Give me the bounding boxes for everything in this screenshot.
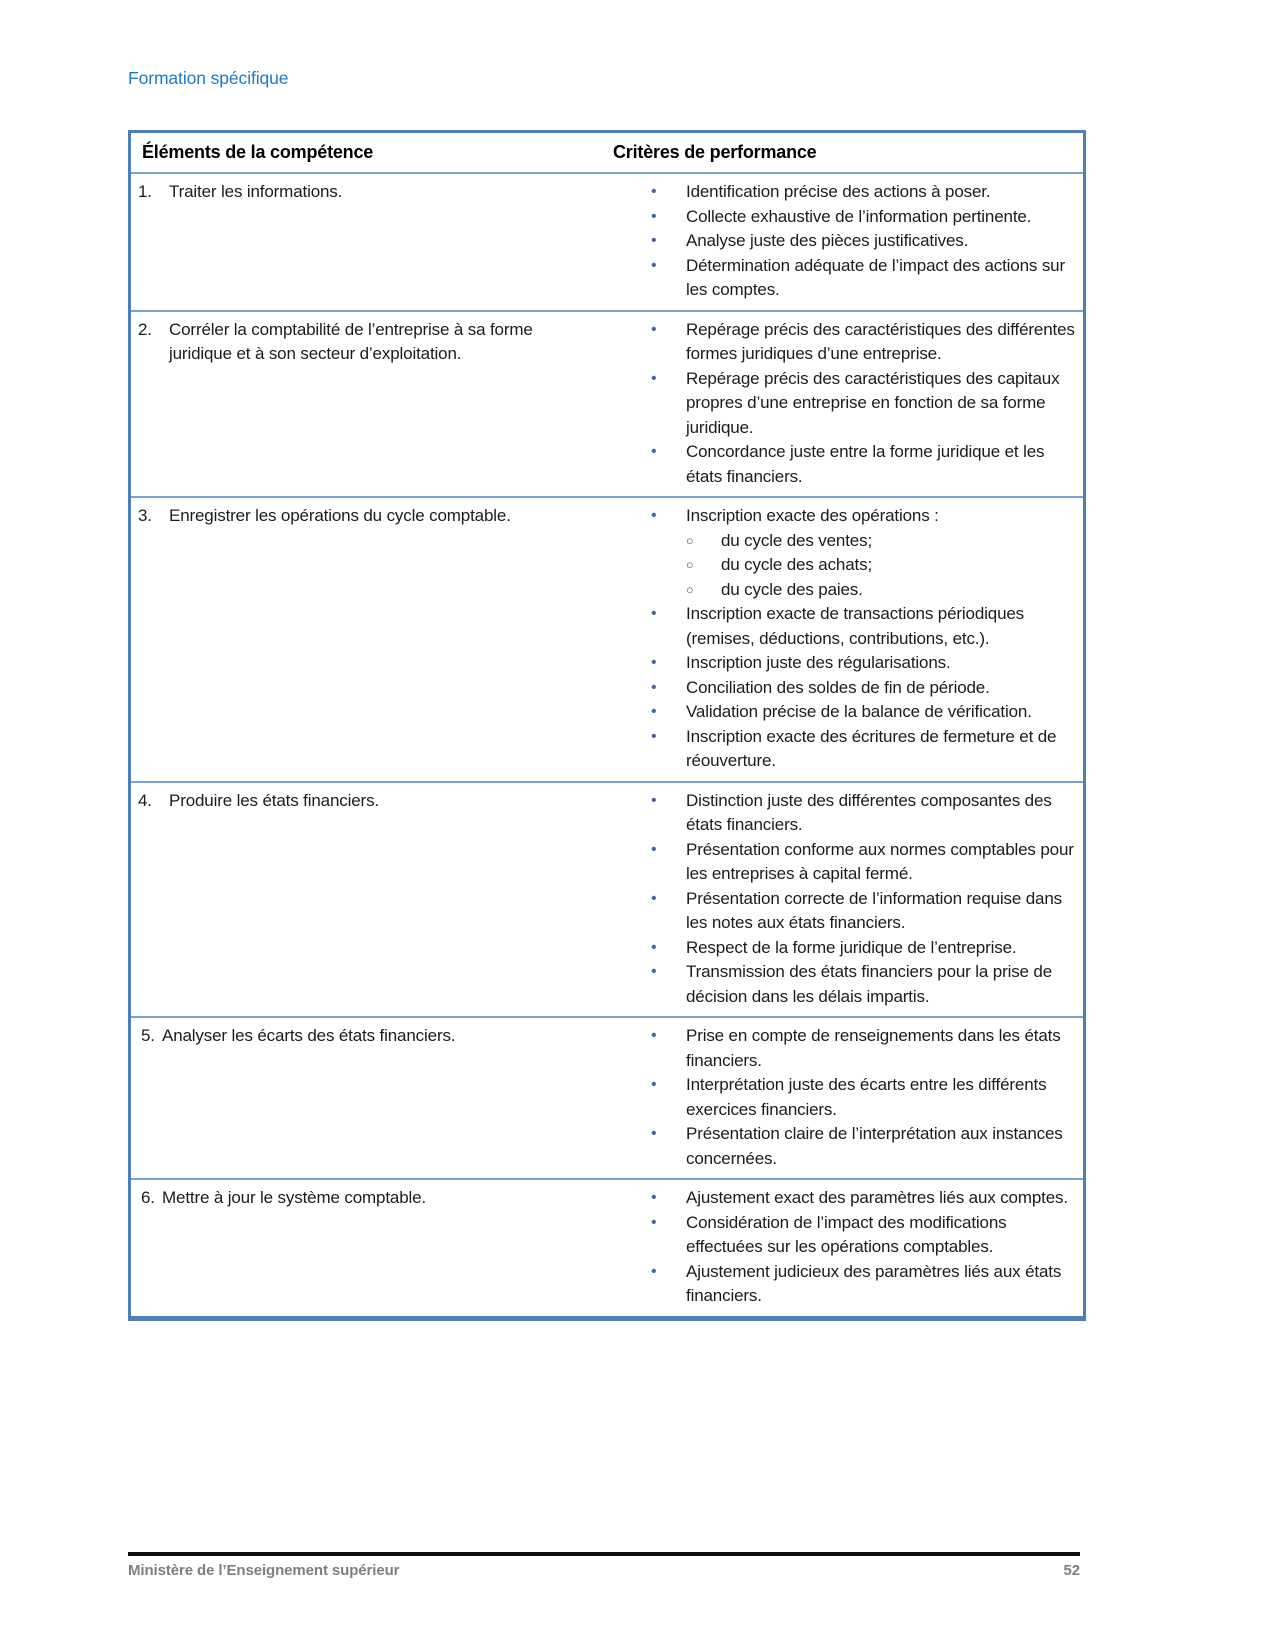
- bullet-icon: •: [651, 605, 657, 622]
- bullet-icon: •: [651, 791, 657, 809]
- element-text: Corréler la comptabilité de l’entreprise à sa forme juridique et à son secteur d’exploitation.: [169, 319, 533, 363]
- running-header: Formation spécifique: [128, 68, 289, 88]
- column-header-elements: Éléments de la compétence: [142, 142, 374, 162]
- criterion-item: [603, 602, 1081, 651]
- table-row: [131, 310, 1083, 497]
- element-number: 5.: [141, 1026, 155, 1045]
- criterion-item: [603, 838, 1081, 887]
- criterion-text: Conciliation des soldes de fin de période.: [686, 677, 990, 697]
- competence-table: [128, 130, 1086, 1321]
- criteria-cell: [603, 1018, 1083, 1178]
- criterion-item: [603, 229, 1081, 254]
- element-text: Mettre à jour le système comptable.: [162, 1188, 427, 1207]
- criteria-cell: [603, 1180, 1083, 1316]
- criterion-item: [603, 789, 1081, 838]
- criterion-text: Présentation conforme aux normes comptables pour les entreprises à capital fermé.: [686, 839, 1074, 883]
- footer-page-number: 52: [1063, 1562, 1080, 1579]
- table-row: [131, 496, 1083, 781]
- element-number: 6.: [141, 1188, 155, 1207]
- element-text: Enregistrer les opérations du cycle comptable.: [169, 506, 511, 525]
- page-footer: [128, 1562, 1080, 1579]
- element-cell: [131, 1180, 603, 1316]
- element-number: 1.: [138, 182, 152, 201]
- criterion-item: [603, 440, 1081, 489]
- table-row: [131, 1016, 1083, 1178]
- criterion-text: Interprétation juste des écarts entre les différents exercices financiers.: [686, 1075, 1047, 1119]
- bullet-icon: •: [651, 703, 657, 720]
- table-row: [131, 1178, 1083, 1316]
- bullet-icon: •: [651, 654, 657, 671]
- bullet-icon: •: [651, 1076, 657, 1093]
- element-cell: [131, 783, 603, 1017]
- criterion-text: Présentation correcte de l’information requise dans les notes aux états financiers.: [686, 888, 1063, 932]
- criterion-subtext: du cycle des achats;: [721, 555, 873, 574]
- criterion-item: [603, 205, 1081, 230]
- criterion-text: Considération de l’impact des modifications effectuées sur les opérations comptables.: [686, 1212, 1007, 1256]
- circle-bullet-icon: ○: [686, 558, 694, 572]
- criterion-item: [603, 725, 1081, 774]
- criterion-text: Inscription exacte de transactions périodiques (remises, déductions, contributions, etc.).: [686, 604, 1025, 648]
- bullet-icon: •: [651, 963, 657, 980]
- criterion-text: Identification précise des actions à poser.: [686, 182, 991, 201]
- criteria-cell: [603, 312, 1083, 497]
- criteria-cell: [603, 174, 1083, 310]
- criterion-item: [603, 1211, 1081, 1260]
- criterion-item: [603, 676, 1081, 701]
- element-cell: [131, 1018, 603, 1178]
- table-header-row: [131, 133, 1083, 172]
- element-number: 2.: [138, 319, 152, 339]
- table-row: [131, 172, 1083, 310]
- criterion-item: [603, 367, 1081, 441]
- criterion-text: Présentation claire de l’interprétation aux instances concernées.: [686, 1124, 1063, 1168]
- criterion-item: [603, 651, 1081, 676]
- circle-bullet-icon: ○: [686, 533, 694, 548]
- criterion-text: Concordance juste entre la forme juridique et les états financiers.: [686, 442, 1045, 486]
- criterion-subtext: du cycle des ventes;: [721, 530, 873, 550]
- bullet-icon: •: [651, 840, 657, 858]
- bullet-icon: •: [651, 369, 657, 387]
- table-body: [131, 172, 1083, 1316]
- bullet-icon: •: [651, 1125, 657, 1142]
- criterion-item: [603, 936, 1081, 961]
- element-number: 4.: [138, 790, 152, 810]
- footer-divider: [128, 1552, 1080, 1556]
- bullet-icon: •: [651, 938, 657, 956]
- criterion-item: [603, 700, 1081, 725]
- bullet-icon: •: [651, 1213, 657, 1231]
- criterion-subitem: [603, 553, 1081, 578]
- circle-bullet-icon: ○: [686, 582, 694, 597]
- bullet-icon: •: [651, 232, 657, 249]
- bullet-icon: •: [651, 1027, 657, 1044]
- criterion-subtext: du cycle des paies.: [721, 579, 863, 599]
- criterion-item: [603, 180, 1081, 205]
- criterion-text: Repérage précis des caractéristiques des capitaux propres d’une entreprise en fonction de sa forme juridique.: [686, 368, 1060, 437]
- criterion-subitem: [603, 529, 1081, 554]
- element-text: Produire les états financiers.: [169, 790, 379, 810]
- criterion-item: [603, 254, 1081, 303]
- criterion-text: Inscription juste des régularisations.: [686, 653, 951, 672]
- bullet-icon: •: [651, 256, 657, 274]
- criterion-item: [603, 1073, 1081, 1122]
- bullet-icon: •: [651, 507, 657, 524]
- criterion-text: Inscription exacte des opérations :: [686, 506, 939, 525]
- bullet-icon: •: [651, 320, 657, 338]
- criterion-text: Ajustement exact des paramètres liés aux comptes.: [686, 1188, 1068, 1207]
- criterion-item: [603, 318, 1081, 367]
- element-cell: [131, 498, 603, 781]
- bullet-icon: •: [651, 183, 657, 200]
- criterion-text: Distinction juste des différentes composantes des états financiers.: [686, 790, 1052, 834]
- criterion-item: [603, 960, 1081, 1009]
- criterion-item: [603, 887, 1081, 936]
- criterion-text: Respect de la forme juridique de l’entreprise.: [686, 937, 1017, 957]
- criterion-item: [603, 504, 1081, 529]
- element-text: Traiter les informations.: [169, 182, 343, 201]
- column-header-criteria: Critères de performance: [613, 142, 817, 162]
- criterion-text: Transmission des états financiers pour la prise de décision dans les délais impartis.: [686, 962, 1053, 1006]
- bullet-icon: •: [651, 443, 657, 460]
- element-text: Analyser les écarts des états financiers.: [162, 1026, 456, 1045]
- bullet-icon: •: [651, 207, 657, 225]
- criterion-item: [603, 1260, 1081, 1309]
- criterion-item: [603, 1186, 1081, 1211]
- element-number: 3.: [138, 506, 152, 525]
- criteria-cell: [603, 498, 1083, 781]
- element-cell: [131, 312, 603, 497]
- bullet-icon: •: [651, 1189, 657, 1206]
- bullet-icon: •: [651, 727, 657, 745]
- criterion-text: Détermination adéquate de l’impact des actions sur les comptes.: [686, 255, 1065, 299]
- table-row: [131, 781, 1083, 1017]
- criterion-text: Validation précise de la balance de vérification.: [686, 702, 1032, 721]
- criteria-cell: [603, 783, 1083, 1017]
- criterion-item: [603, 1122, 1081, 1171]
- criterion-text: Prise en compte de renseignements dans les états financiers.: [686, 1026, 1061, 1070]
- criterion-text: Analyse juste des pièces justificatives.: [686, 231, 969, 250]
- criterion-text: Inscription exacte des écritures de fermeture et de réouverture.: [686, 726, 1057, 770]
- criterion-text: Collecte exhaustive de l’information pertinente.: [686, 206, 1032, 226]
- bullet-icon: •: [651, 678, 657, 696]
- criterion-text: Ajustement judicieux des paramètres liés aux états financiers.: [686, 1261, 1062, 1305]
- criterion-subitem: [603, 578, 1081, 603]
- bullet-icon: •: [651, 1262, 657, 1280]
- bullet-icon: •: [651, 889, 657, 907]
- criterion-text: Repérage précis des caractéristiques des différentes formes juridiques d’une entreprise.: [686, 319, 1075, 363]
- footer-ministry-label: Ministère de l’Enseignement supérieur: [128, 1562, 400, 1579]
- element-cell: [131, 174, 603, 310]
- criterion-item: [603, 1024, 1081, 1073]
